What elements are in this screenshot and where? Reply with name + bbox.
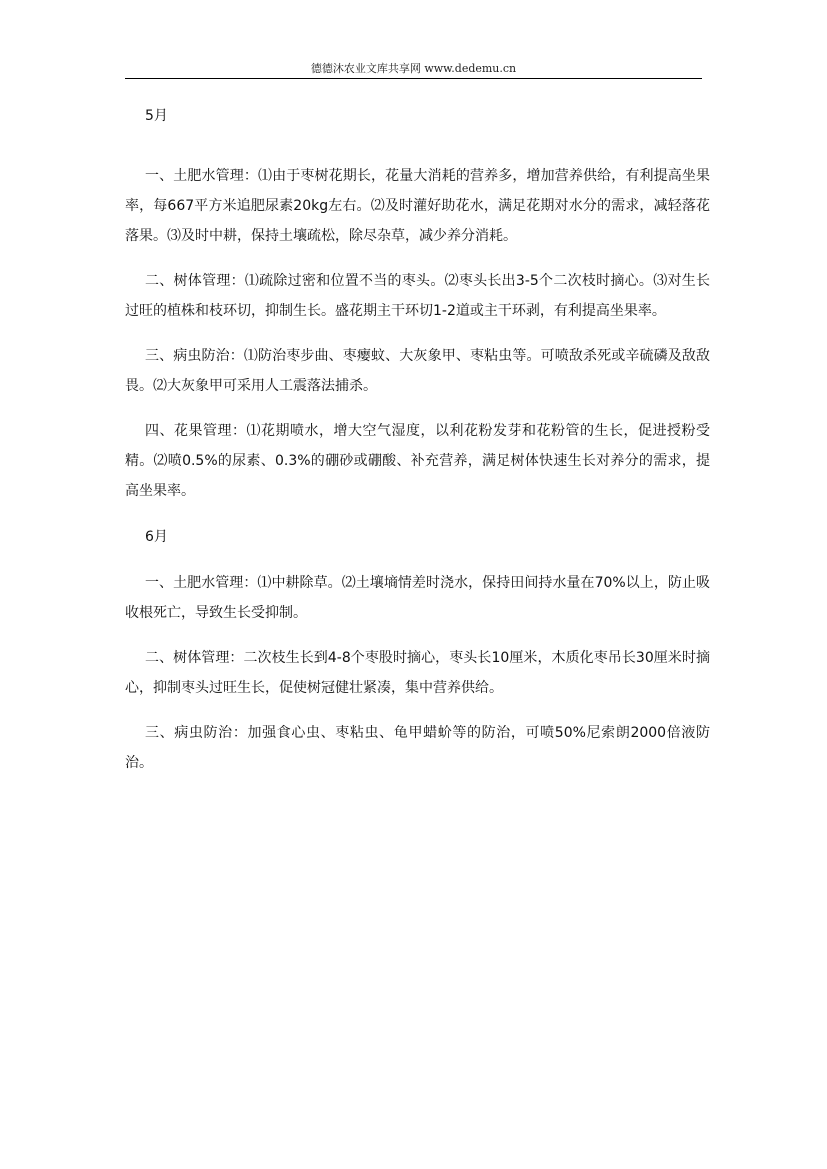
- document-body: [125, 101, 710, 778]
- paragraph-june-soil: 一、土肥水管理：⑴中耕除草。⑵土壤墒情差时浇水，保持田间持水量在70%以上，防止吸收根死亡，导致生长受抑制。: [125, 575, 710, 621]
- paragraph-june-pest: 三、病虫防治：加强食心虫、枣粘虫、龟甲蜡蚧等的防治，可喷50%尼索朗2000倍液防治。: [125, 725, 710, 771]
- paragraph-may-pest: 三、病虫防治：⑴防治枣步曲、枣瘿蚊、大灰象甲、枣粘虫等。可喷敌杀死或辛硫磷及敌敌畏。⑵大灰象甲可采用人工震落法捕杀。: [125, 348, 710, 394]
- page-header: 德德沐农业文库共享网 www.dedemu.cn: [310, 62, 517, 75]
- month-heading-may: 5月: [145, 108, 168, 124]
- paragraph-may-tree: 二、树体管理：⑴疏除过密和位置不当的枣头。⑵枣头长出3-5个二次枝时摘心。⑶对生长过旺的植株和枝环切，抑制生长。盛花期主干环切1-2道或主干环剥，有利提高坐果率。: [125, 273, 710, 319]
- paragraph-may-soil: 一、土肥水管理：⑴由于枣树花期长，花量大消耗的营养多，增加营养供给，有利提高坐果率，每667平方米追肥尿素20kg左右。⑵及时灌好助花水，满足花期对水分的需求，减轻落花落果。⑶及时中耕，保持土壤疏松，除尽杂草，减少养分消耗。: [125, 168, 710, 244]
- month-heading-june: 6月: [145, 529, 168, 545]
- paragraph-may-flower: 四、花果管理：⑴花期喷水，增大空气湿度，以利花粉发芽和花粉管的生长，促进授粉受精。⑵喷0.5%的尿素、0.3%的硼砂或硼酸、补充营养，满足树体快速生长对养分的需求，提高坐果率。: [125, 423, 710, 499]
- header-divider: [125, 78, 702, 79]
- paragraph-june-tree: 二、树体管理：二次枝生长到4-8个枣股时摘心，枣头长10厘米，木质化枣吊长30厘米时摘心，抑制枣头过旺生长，促使树冠健壮紧凑，集中营养供给。: [125, 650, 710, 696]
